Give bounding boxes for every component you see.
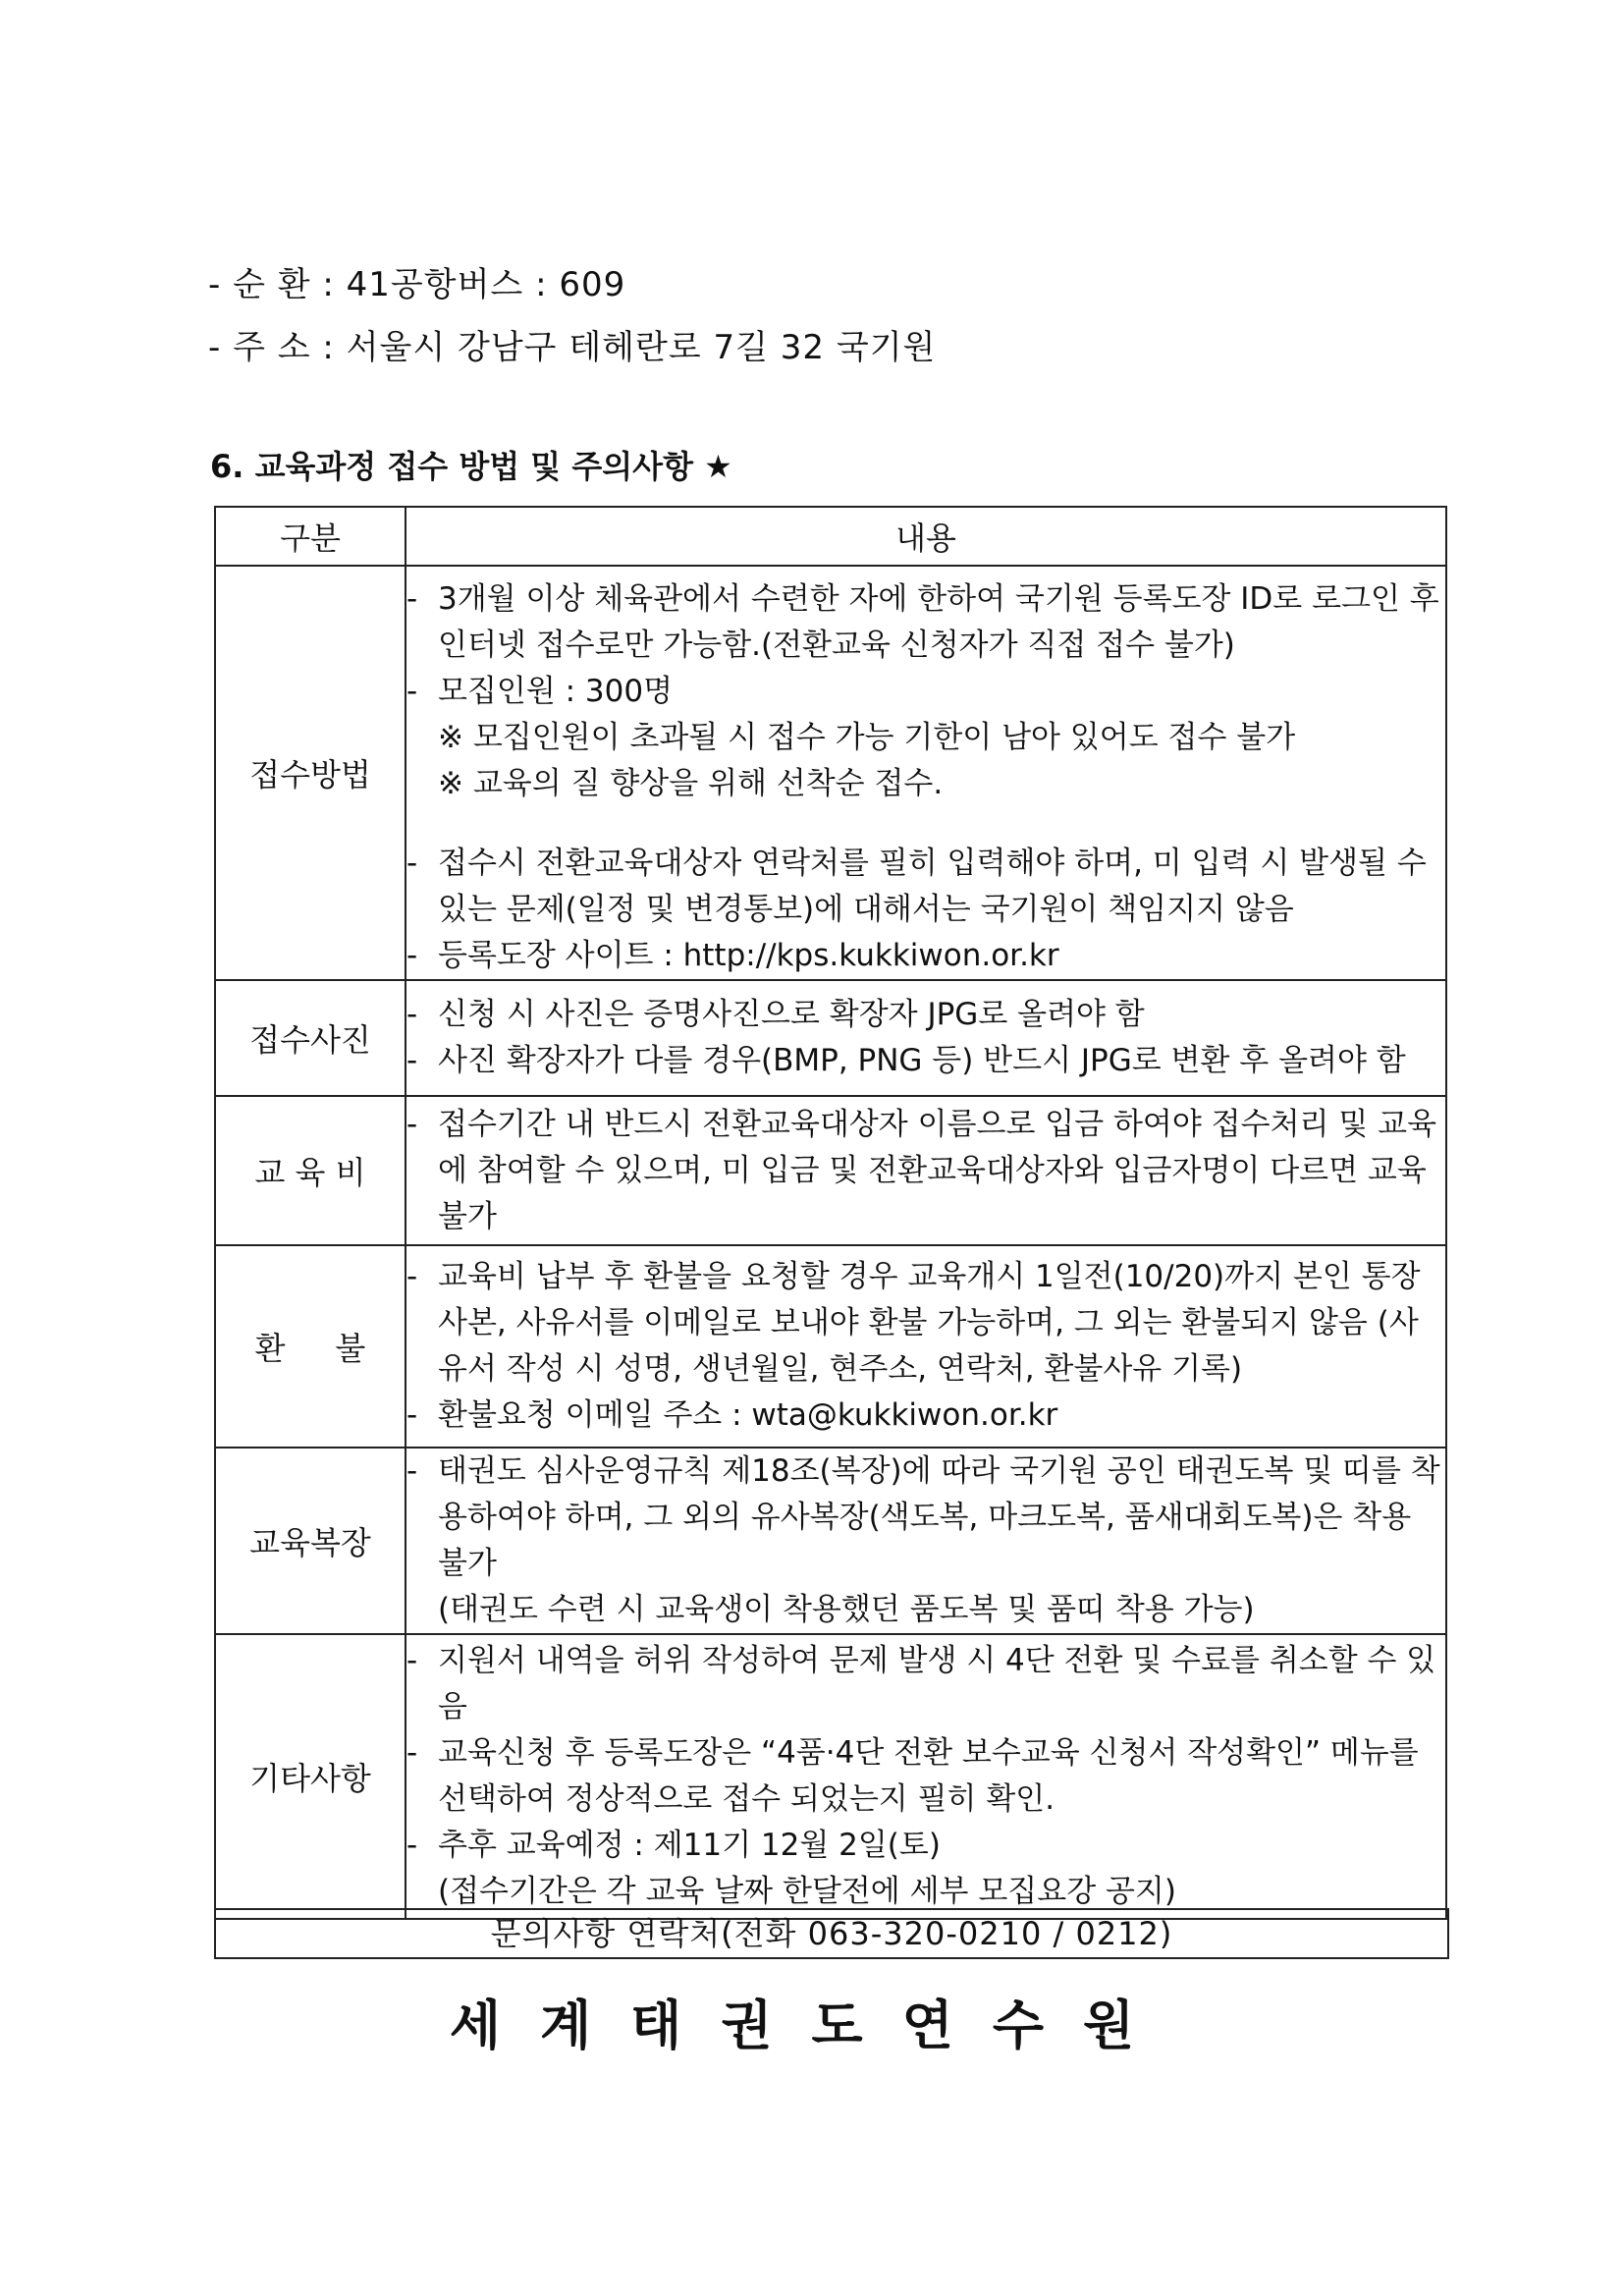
table-header-row [215, 507, 1446, 566]
list-item: - 사진 확장자가 다를 경우(BMP, PNG 등) 반드시 JPG로 변환 후 올려야 함 [406, 1043, 1406, 1078]
row-content-photo [406, 980, 1446, 1096]
list-item: - 태권도 심사운영규칙 제18조(복장)에 따라 국기원 공인 태권도복 및 띠를 착용하여야 하며, 그 외의 유사복장(색도복, 마크도복, 품새대회도복)은 착용 불가 [406, 1453, 1440, 1581]
row-content-refund [406, 1245, 1446, 1448]
table-row-photo [215, 980, 1446, 1096]
row-content-others [406, 1634, 1446, 1919]
table-row-uniform [215, 1448, 1446, 1634]
row-label-others: 기타사항 [215, 1634, 406, 1919]
row-label-refund: 환 불 [215, 1245, 406, 1448]
header-content: 내용 [406, 507, 1446, 566]
list-item: - 접수기간 내 반드시 전환교육대상자 이름으로 입금 하여야 접수처리 및 교육에 참여할 수 있으며, 미 입금 및 전환교육대상자와 입금자명이 다르면 교육 불가 [406, 1106, 1437, 1234]
address-line: - 주 소 : 서울시 강남구 테헤란로 7길 32 국기원 [208, 328, 937, 367]
row-label-fee: 교 육 비 [215, 1096, 406, 1245]
row-content-fee [406, 1096, 1446, 1245]
table-row-reception-method [215, 566, 1446, 980]
table-row-fee [215, 1096, 1446, 1245]
list-item: - 접수시 전환교육대상자 연락처를 필히 입력해야 하며, 미 입력 시 발생될 수 있는 문제(일정 및 변경통보)에 대해서는 국기원이 책임지지 않음 [406, 846, 1427, 927]
contact-box: 문의사항 연락처(전화 063-320-0210 / 0212) [214, 1908, 1449, 1959]
table-row-others [215, 1634, 1446, 1919]
row-label-reception-method: 접수방법 [215, 566, 406, 980]
note-text: ※ 모집인원이 초과될 시 접수 가능 기한이 남아 있어도 접수 불가 [438, 720, 1296, 755]
note-text: (접수기간은 각 교육 날짜 한달전에 세부 모집요강 공지) [438, 1874, 1176, 1909]
transit-line: - 순 환 : 41공항버스 : 609 [208, 265, 626, 304]
list-item: - 추후 교육예정 : 제11기 12월 2일(토) [406, 1828, 941, 1863]
list-item: - 지원서 내역을 허위 작성하여 문제 발생 시 4단 전환 및 수료를 취소할 수 있음 [406, 1643, 1436, 1724]
note-text: ※ 교육의 질 향상을 위해 선착순 접수. [438, 766, 944, 801]
list-item: - 환불요청 이메일 주소 : wta@kukkiwon.or.kr [406, 1397, 1058, 1433]
organization-name: 세계태권도연수원 [449, 1995, 1174, 2056]
list-item: - 신청 시 사진은 증명사진으로 확장자 JPG로 올려야 함 [406, 997, 1145, 1032]
row-content-reception-method [406, 566, 1446, 980]
row-content-uniform [406, 1448, 1446, 1634]
list-item: - 교육비 납부 후 환불을 요청할 경우 교육개시 1일전(10/20)까지 본인 통장 사본, 사유서를 이메일로 보내야 환불 가능하며, 그 외는 환불되지 않음 (사유서 작성 시 성명, 생년월일, 현주소, 연락처, 환불사유 기록) [406, 1259, 1421, 1387]
note-text: (태권도 수련 시 교육생이 착용했던 품도복 및 품띠 착용 가능) [438, 1592, 1255, 1627]
row-label-photo: 접수사진 [215, 980, 406, 1096]
list-item: - 등록도장 사이트 : http://kps.kukkiwon.or.kr [406, 938, 1059, 973]
row-label-uniform: 교육복장 [215, 1448, 406, 1634]
header-category: 구분 [215, 507, 406, 566]
list-item: - 3개월 이상 체육관에서 수련한 자에 한하여 국기원 등록도장 ID로 로그인 후 인터넷 접수로만 가능함.(전환교육 신청자가 직접 접수 불가) [406, 581, 1439, 663]
application-info-table [214, 506, 1447, 1920]
table-row-refund [215, 1245, 1446, 1448]
list-item: - 교육신청 후 등록도장은 “4품·4단 전환 보수교육 신청서 작성확인” 메뉴를 선택하여 정상적으로 접수 되었는지 필히 확인. [406, 1735, 1419, 1817]
section-heading: 6. 교육과정 접수 방법 및 주의사항 ★ [210, 448, 732, 485]
list-item: - 모집인원 : 300명 [406, 674, 674, 709]
